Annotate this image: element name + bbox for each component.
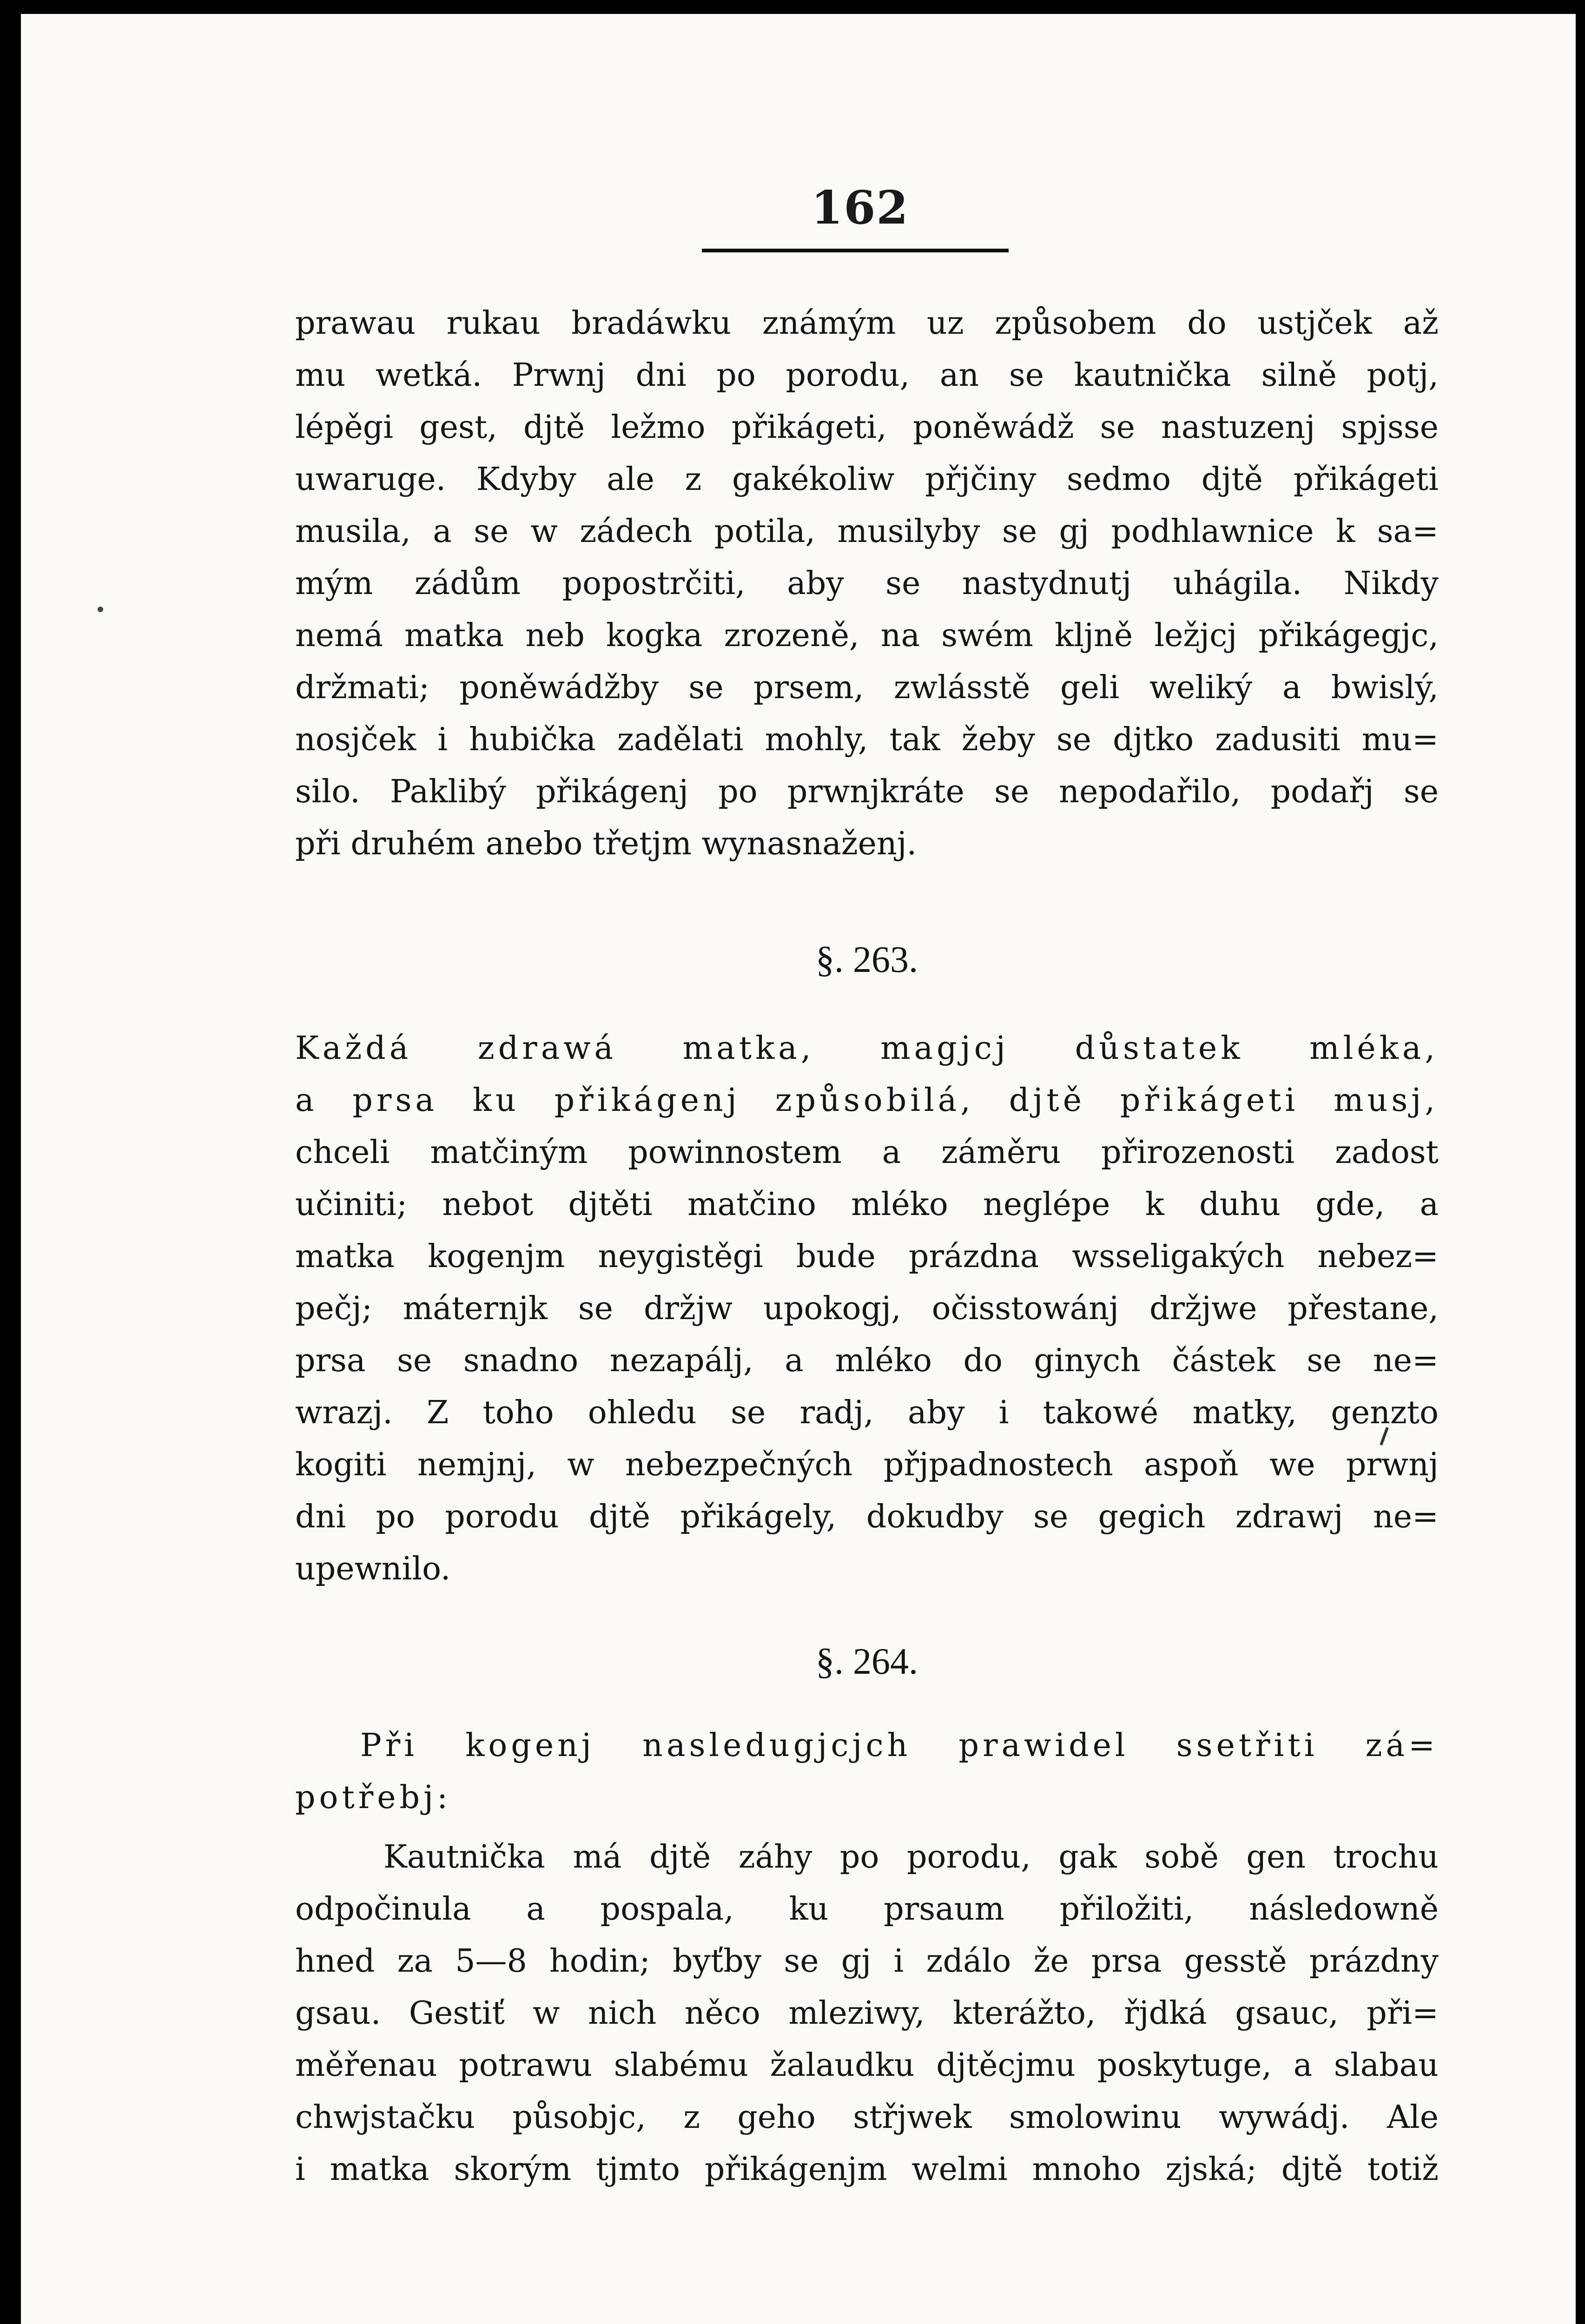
paragraph2-line: prsa se snadno nezapálj, a mléko do ginych částek se ne=	[295, 1342, 1439, 1379]
page-number: 162	[811, 181, 909, 235]
paragraph2-line: wrazj. Z toho ohledu se radj, aby i takowé matky, genzto	[295, 1394, 1439, 1431]
paragraph1-line: lépěgi gest, djtě ležmo přikágeti, poněwádž se nastuzenj spjsse	[295, 409, 1439, 446]
paragraph2-line: a prsa ku přikágenj způsobilá, djtě přikágeti musj,	[295, 1082, 1439, 1119]
paragraph4-line: měřenau potrawu slabému žalaudku djtěcjmu poskytuge, a slabau	[295, 2047, 1439, 2084]
paragraph3-line: Při kogenj nasledugjcjch prawidel ssetřiti zá=	[360, 1727, 1439, 1764]
header-rule	[702, 249, 1009, 252]
margin-dot	[98, 607, 103, 612]
paragraph4-line: gsau. Gestiť w nich něco mleziwy, kterážto, řjdká gsauc, při=	[295, 1995, 1439, 2032]
paragraph1-line: uwaruge. Kdyby ale z gakékoliw přjčiny sedmo djtě přikágeti	[295, 461, 1439, 498]
paragraph1-line: nemá matka neb kogka zrozeně, na swém kljně ležjcj přikágegjc,	[295, 617, 1439, 654]
paragraph4-line: odpočinula a pospala, ku prsaum přiložiti, následowně	[295, 1891, 1439, 1928]
paragraph1-line: silo. Paklibý přikágenj po prwnjkráte se nepodařilo, podařj se	[295, 773, 1439, 810]
paragraph3-line: potřebj:	[295, 1779, 452, 1816]
section-heading-263: §. 263.	[816, 939, 918, 980]
paragraph4-line: chwjstačku působjc, z geho střjwek smolowinu wywádj. Ale	[295, 2099, 1439, 2136]
paragraph4-line: Kautnička má djtě záhy po porodu, gak sobě gen trochu	[383, 1839, 1439, 1875]
paragraph4-line: i matka skorým tjmto přikágenjm welmi mnoho zjská; djtě totiž	[295, 2151, 1439, 2188]
paragraph2-line: Každá zdrawá matka, magjcj důstatek mléka,	[295, 1030, 1439, 1067]
paragraph1-line: mu wetká. Prwnj dni po porodu, an se kautnička silně potj,	[295, 357, 1439, 394]
paragraph1-line: prawau rukau bradáwku známým uz způsobem do ustjček až	[295, 305, 1439, 342]
paragraph2-line: učiniti; nebot djtěti matčino mléko neglépe k duhu gde, a	[295, 1186, 1439, 1223]
paragraph4-line: hned za 5—8 hodin; byťby se gj i zdálo že prsa gesstě prázdny	[295, 1943, 1439, 1980]
paragraph2-line: upewnilo.	[295, 1551, 451, 1587]
paragraph1-line: při druhém anebo třetjm wynasnaženj.	[295, 825, 917, 862]
book-page	[21, 14, 1576, 2324]
paragraph2-line: dni po porodu djtě přikágely, dokudby se gegich zdrawj ne=	[295, 1499, 1439, 1535]
paragraph2-line: kogiti nemjnj, w nebezpečných přjpadnostech aspoň we prwnj	[295, 1446, 1439, 1483]
section-heading-264: §. 264.	[816, 1641, 918, 1682]
paragraph1-line: musila, a se w zádech potila, musilyby se gj podhlawnice k sa=	[295, 513, 1439, 550]
paragraph1-line: mým zádům popostrčiti, aby se nastydnutj uhágila. Nikdy	[295, 565, 1439, 602]
paragraph1-line: držmati; poněwádžby se prsem, zwlásstě geli weliký a bwislý,	[295, 669, 1439, 706]
paragraph1-line: nosjček i hubička zadělati mohly, tak žeby se djtko zadusiti mu=	[295, 721, 1439, 758]
paragraph2-line: chceli matčiným powinnostem a záměru přirozenosti zadost	[295, 1134, 1439, 1171]
paragraph2-line: pečj; máternjk se držjw upokogj, očisstowánj držjwe přestane,	[295, 1290, 1439, 1327]
paragraph2-line: matka kogenjm neygistěgi bude prázdna wsseligakých nebez=	[295, 1238, 1439, 1275]
